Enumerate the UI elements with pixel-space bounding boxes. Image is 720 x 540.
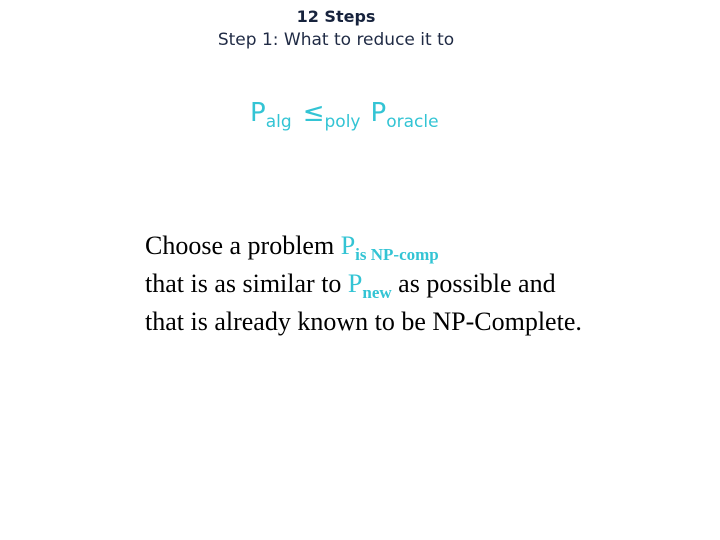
- body-line-1-text: Choose a problem: [145, 231, 341, 260]
- formula-right-subscript: oracle: [386, 112, 439, 132]
- formula-right-p: P: [370, 98, 387, 128]
- body-line-2-subscript: new: [362, 283, 392, 302]
- body-line-1-p: P: [340, 231, 356, 260]
- body-line-3: [145, 304, 705, 339]
- body-paragraph: [145, 228, 705, 339]
- body-line-1-subscript: is NP-comp: [355, 245, 439, 264]
- body-line-2: [145, 266, 705, 304]
- formula-relation-subscript: poly: [324, 112, 361, 132]
- slide-subtitle: Step 1: What to reduce it to: [217, 30, 455, 50]
- formula-left-p: P: [250, 98, 266, 128]
- body-line-2-text: that is as similar to: [145, 269, 348, 298]
- slide-header: [0, 6, 672, 52]
- body-line-3-text: that is already known to be NP-Complete.: [145, 307, 582, 336]
- body-line-2-p: P: [347, 269, 363, 298]
- reduction-formula: [250, 98, 439, 132]
- formula-relation: ≤: [302, 98, 325, 128]
- formula-left-subscript: alg: [265, 112, 292, 132]
- body-line-2-tail: as possible and: [391, 269, 556, 298]
- slide-title: 12 Steps: [296, 7, 376, 26]
- body-line-1: [145, 228, 705, 266]
